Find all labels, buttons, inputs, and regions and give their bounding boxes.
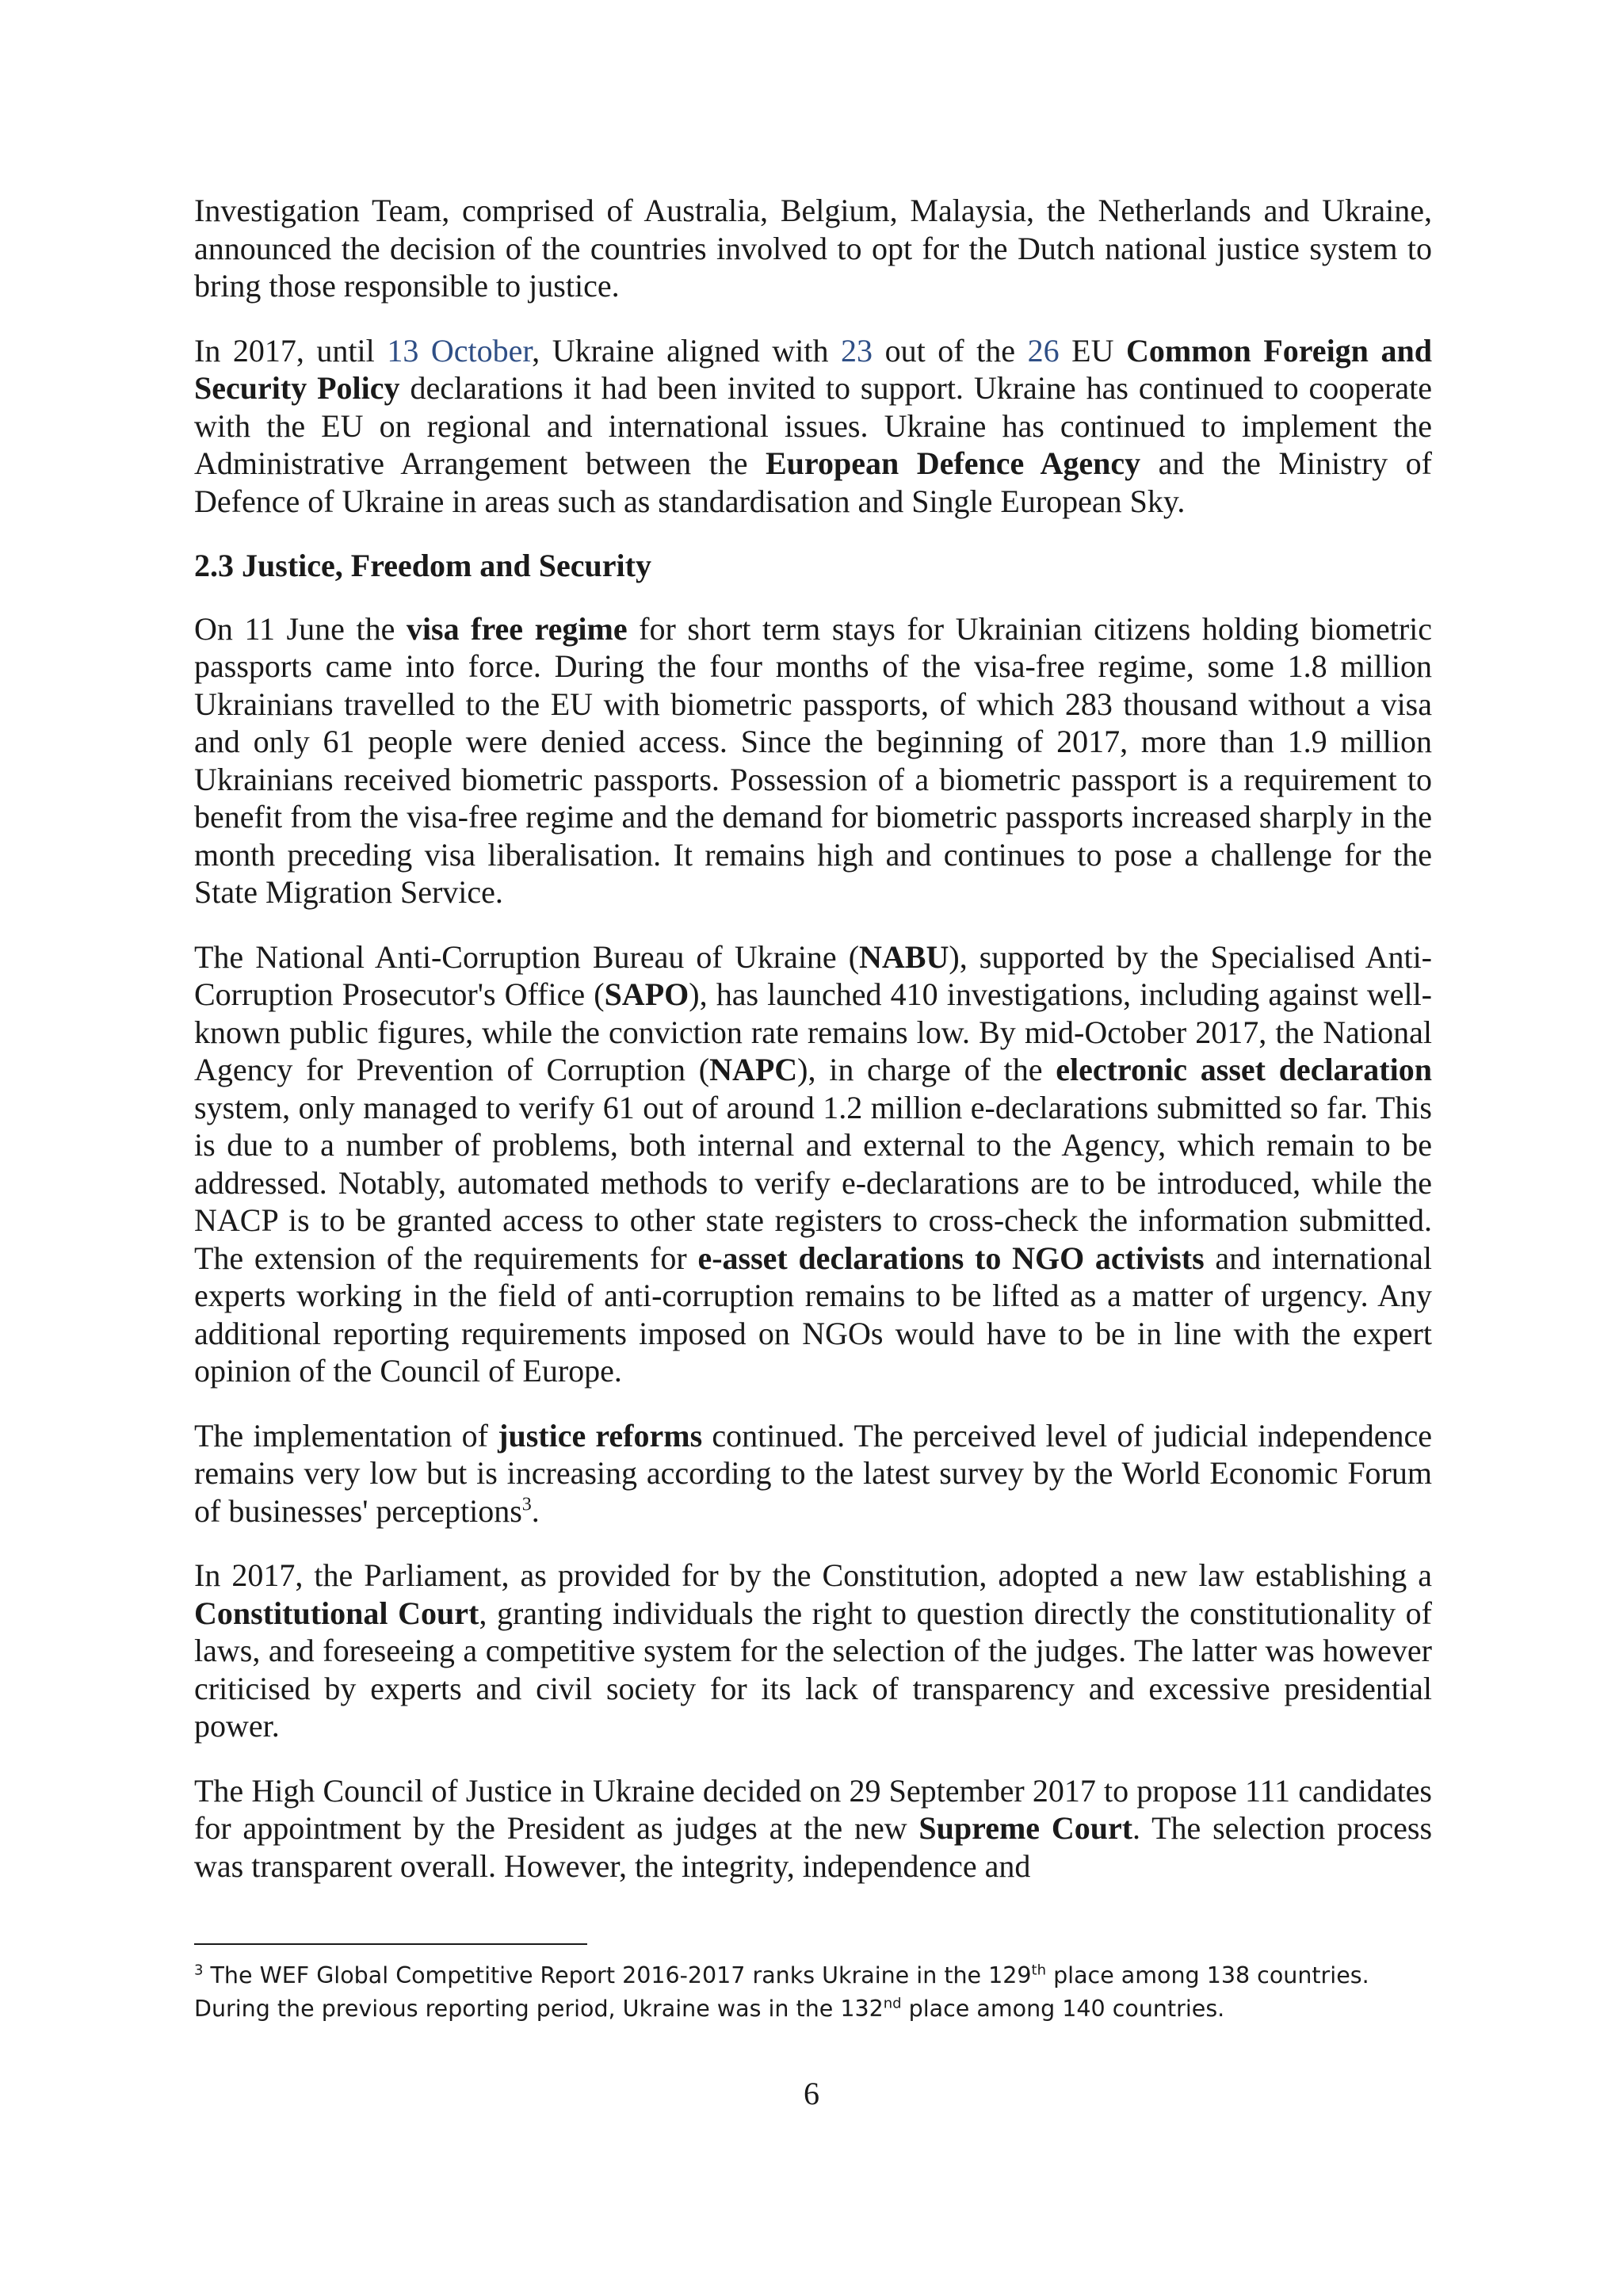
- highlight-total-count: 26: [1027, 332, 1060, 369]
- bold-e-asset-declarations-ngo: e-asset declarations to NGO activists: [697, 1240, 1205, 1276]
- body-content: [194, 192, 1432, 1912]
- paragraph-investigation-team: Investigation Team, comprised of Australia, Belgium, Malaysia, the Netherlands and Ukraine, announced the decision of the countries involved to opt for the Dutch national justice system to bring those responsible to justice.: [194, 193, 1432, 304]
- bold-visa-free-regime: visa free regime: [406, 610, 628, 647]
- bold-nabu: NABU: [859, 938, 949, 975]
- highlight-aligned-count: 23: [841, 332, 873, 369]
- footnote: $^3$ The WEF Global Competitive Report 2016-2017 ranks Ukraine in the 129th place among 138 countries. During the previous reporting period, Ukraine was in the 132nd place among 140 countries.: [194, 1962, 1369, 2022]
- paragraph-visa-free: On 11 June the visa free regime for short term stays for Ukrainian citizens holding biometric passports came into force. During the four months of the visa-free regime, some 1.8 million Ukrainians travelled to the EU with biometric passports, of which 283 thousand without a visa and only 61 people were denied access. Since the beginning of 2017, more than 1.9 million Ukrainians received biometric passports. Possession of a biometric passport is a requirement to benefit from the visa-free regime and the demand for biometric passports increased sharply in the month preceding visa liberalisation. It remains high and continues to pose a challenge for the State Migration Service.: [194, 610, 1433, 910]
- paragraph-constitutional-court: In 2017, the Parliament, as provided for by the Constitution, adopted a new law establishing a Constitutional Court, granting individuals the right to question directly the constitutionality of laws, and foreseeing a competitive system for the selection of the judges. The latter was however criticised by experts and civil society for its lack of transparency and excessive presidential power.: [194, 1557, 1433, 1744]
- footnote-reference: 3: [521, 1494, 532, 1515]
- bold-supreme-court: Supreme Court: [918, 1810, 1133, 1846]
- bold-eda: European Defence Agency: [766, 445, 1141, 481]
- bold-napc: NAPC: [709, 1052, 798, 1087]
- section-heading: 2.3 Justice, Freedom and Security: [194, 548, 651, 583]
- bold-constitutional-court: Constitutional Court: [194, 1595, 479, 1631]
- footnote-marker: 3: [194, 1962, 204, 1979]
- bold-cfsp: Common Foreign and Security Policy: [194, 332, 1432, 406]
- paragraph-cfsp-alignment: In 2017, until 13 October, Ukraine aligned with 23 out of the 26 EU Common Foreign and Security Policy declarations it had been invited to support. Ukraine has continued to cooperate with the EU on regional and international issues. Ukraine has continued to implement the Administrative Arrangement between the European Defence Agency and the Ministry of Defence of Ukraine in areas such as standardisation and Single European Sky.: [194, 332, 1432, 519]
- highlight-date: 13 October: [387, 332, 533, 369]
- bold-electronic-asset-declaration: electronic asset declaration: [1056, 1052, 1432, 1087]
- bold-justice-reforms: justice reforms: [498, 1417, 703, 1454]
- bold-sapo: SAPO: [604, 976, 689, 1012]
- footnote-separator: [194, 1943, 587, 1945]
- paragraph-supreme-court: The High Council of Justice in Ukraine decided on 29 September 2017 to propose 111 candidates for appointment by the President as judges at the new Supreme Court. The selection process was transparent overall. However, the integrity, independence and: [194, 1772, 1433, 1884]
- paragraph-anti-corruption: The National Anti-Corruption Bureau of Ukraine (NABU), supported by the Specialised Anti-Corruption Prosecutor's Office (SAPO), has launched 410 investigations, including against well-known public figures, while the conviction rate remains low. By mid-October 2017, the National Agency for Prevention of Corruption (NAPC), in charge of the electronic asset declaration system, only managed to verify 61 out of around 1.2 million e-declarations submitted so far. This is due to a number of problems, both internal and external to the Agency, which remain to be addressed. Notably, automated methods to verify e-declarations are to be introduced, while the NACP is to be granted access to other state registers to cross-check the information submitted. The extension of the requirements for e-asset declarations to NGO activists and international experts working in the field of anti-corruption remains to be lifted as a matter of urgency. Any additional reporting requirements imposed on NGOs would have to be in line with the expert opinion of the Council of Europe.: [194, 938, 1433, 1389]
- page-number: 6: [804, 2076, 819, 2111]
- paragraph-justice-reforms: The implementation of justice reforms continued. The perceived level of judicial independence remains very low but is increasing according to the latest survey by the World Economic Forum of businesses' perceptions$^3$.: [194, 1417, 1432, 1529]
